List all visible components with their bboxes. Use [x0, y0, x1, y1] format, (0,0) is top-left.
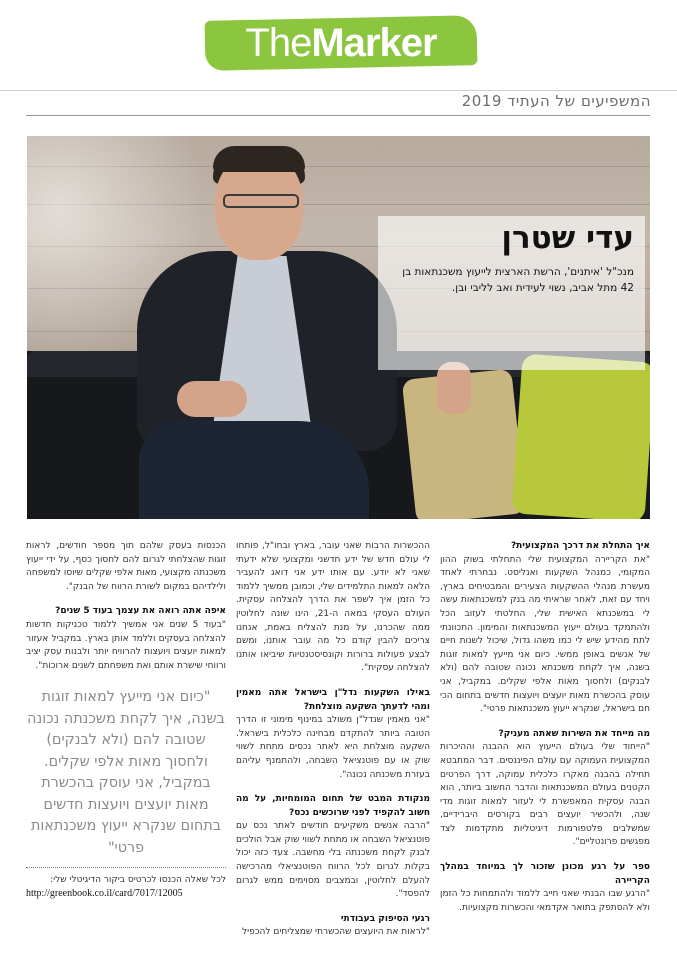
article-column-left	[26, 540, 226, 900]
footer-label: לכל שאלה הכנסו לכרטיס ביקור הדיגיטלי שלי:	[50, 875, 226, 886]
dotted-divider	[26, 867, 226, 868]
answer-paragraph: "לראות את היועצים שהכשרתי שמצליחים להכפיל	[242, 927, 430, 938]
man-hair-top	[213, 146, 305, 172]
answer-paragraph: "הרבה אנשים משקיעים חודשים לאתר נכס עם פוטנציאל השבחה או מתחת לשווי שוק אבל הולכים לבנק לקחת משכנתה בלי מחשבה. צעד כזה יכול בקלות לגרום לכל הרווח הפוטנציאלי מהרכישה להעלם לחלוטין, ובמצבים מסוימים ממש לגרום להפסד".	[236, 821, 430, 900]
logo-text-marker: Marker	[311, 21, 437, 65]
answer-paragraph: "בעוד 5 שנים אני אמשיך ללמוד טכניקות חדשות להצלחה בעסקים וללמד אותן בארץ. במקביל אעזור למאות יועצים ויועצות להרוויח יותר ולבנות עסק יציב ורווחי שישרת אותם ואת משפחתם לשנים ארוכות".	[26, 619, 226, 671]
question-heading: ספר על רגע מכונן שזכור לך במיוחד במהלך הקריירה	[440, 862, 650, 886]
glasses	[223, 194, 299, 208]
top-divider	[0, 90, 677, 91]
footer-url-link[interactable]: http://greenbook.co.il/card/7017/12005	[26, 888, 183, 900]
answer-paragraph: ההכשרות הרבות שאני עובר, בארץ ובחו"ל, פותחו לי עולם חדש של ידע חדשני ומקצועי שלא ידעתי שאני לא יודע. עם אותו ידע אני דואג להעביר הלאה למאות התלמידים שלי, וכמובן ממשיך ללמוד כל הזמן איך לשפר את הדרך להצלחה עסקית. העולם העסקי במאה ה-21, הינו שונה לחלוטין ממה שהכרנו, על מנת להצליח באמת, אנחנו צריכים להבין קודם כל מה עובר אותנו, ומשם לבצע פעולות ברורות וקונסיסטנטיות שיביאו אותנו להצלחה עסקית".	[236, 541, 430, 674]
question-heading: איפה אתה רואה את עצמך בעוד 5 שנים?	[55, 606, 226, 617]
question-heading: באילו השקעות נדל"ן בישראל אתה מאמין ומהי לדעתך השקעה מוצלחת?	[236, 687, 430, 712]
question-heading: מנקודת המבט של תחום המומחיות, על מה חשוב להקפיד לפני שרוכשים נכס?	[236, 794, 430, 818]
man-legs	[139, 421, 369, 519]
question-heading: איך התחלת את דרכך המקצועית?	[510, 541, 650, 551]
answer-paragraph: הכנסות בעסק שלהם תוך מספר חודשים, לראות זוגות שהצלחתי לגרום להם לחסוך כסף, על ידי ייעוץ משכנתה מקצועי, מאות אלפי שקלים שיוסו למשפחה ולילדיהם במקום לשורת הרווח של הבנק".	[26, 541, 226, 592]
column-left-body	[26, 540, 226, 673]
footer-card	[26, 874, 226, 900]
article-column-right	[440, 540, 650, 915]
logo-text-the: The	[245, 21, 312, 65]
themarker-logo	[205, 14, 477, 72]
man-hand-left	[177, 381, 247, 417]
answer-paragraph: "את הקריירה המקצועית שלי התחלתי בשוק ההון המקומי, כמנהל השקעות ואנליסט. נבחרתי לאחד מעשרת מנהלי ההשקעות הצעירים והמבטיחים בארץ, ויחד עם זאת, לאחר שראיתי מה בנק למשכנתאות עשה לי במשכנתא האישית שלי, החלטתי לעזוב הכל ולהתמקד בעולם ייעוץ המשכנתאות והמימון. התכוונתי לתת מהידע שיש לי כמו משהו גדול, שיכול לשנות חיים של אנשים באופן ממשי. כיום אני מייעץ למאות זוגות בשנה, איך לקחת משכנתא נכונה שטובה להם (ולא לבנקים) ולחסוך מאות אלפי שקלים. במקביל, אני עוסק בהכשרת מאות יועצים ויועצות חדשים בתחום הכי חם בישראל, שנקרא ייעוץ משכנתאות פרטי".	[440, 554, 650, 715]
profile-name: עדי שטרן	[501, 220, 634, 256]
answer-paragraph: "אני מאמין שנדל"ן משולב במינוף מימוני זו הדרך הטובה ביותר להתקדם מבחינה כלכלית בישראל. השקעה מוצלחת היא לאתר נכסים מתחת לשווי שוק או עם פוטנציאל השבחה, ולהתמנף עליהם בעזרת משכנתה נכונה".	[236, 715, 430, 780]
pull-quote: "כיום אני מייעץ למאות זוגות בשנה, איך לקחת משכנתה נכונה שטובה להם (ולא לבנקים) ולחסוך מאות אלפי שקלים. במקביל, אני עוסק בהכשרת מאות יועצים ויועצות חדשים בתחום שנקרא ייעוץ משכנתאות פרטי"	[27, 689, 225, 856]
article-column-middle	[236, 540, 430, 940]
section-title: המשפיעים של העתיד 2019	[461, 92, 651, 110]
question-heading: רגעי הסיפוק בעבודתי	[340, 913, 430, 924]
green-pillow	[512, 354, 650, 519]
logo-text	[205, 20, 477, 66]
profile-description: מנכ"ל 'איתנים', הרשת הארצית לייעוץ משכנתאות בן 42 מתל אביב, נשוי לעידית ואב לליבי ובן.	[402, 266, 634, 294]
question-heading: מה מייחד את השירות שאתה מעניק?	[498, 728, 650, 739]
answer-paragraph: "הייחוד שלי בעולם הייעוץ הוא ההבנה וההיכרות המקצועית העמוקה עם עולם הפיננסים. דבר המתבטא תחילה בהבנה מאקרו כלכלית עמוקה, דרך הפרטים הקטנים בעולם המשכנתאות והדבר החשוב ביותר, הוא הבנה עסקית המאפשרת לי לעזור למאות זוגות מדי שנה, ולהכשיר יועצים רבים בקורסים היברידיים, שמשלבים פלטפורמות דיגיטליות מתקדמות לצד מפגשים פרונטליים".	[440, 742, 650, 848]
portrait-photo	[27, 136, 650, 519]
title-underline	[26, 115, 650, 116]
answer-paragraph: "הרגע שבו הבנתי שאני חייב ללמוד ולהתמחות כל הזמן ולא להסתפק בתואר אקדמאי והכשרות מקצועיות.	[440, 889, 650, 913]
